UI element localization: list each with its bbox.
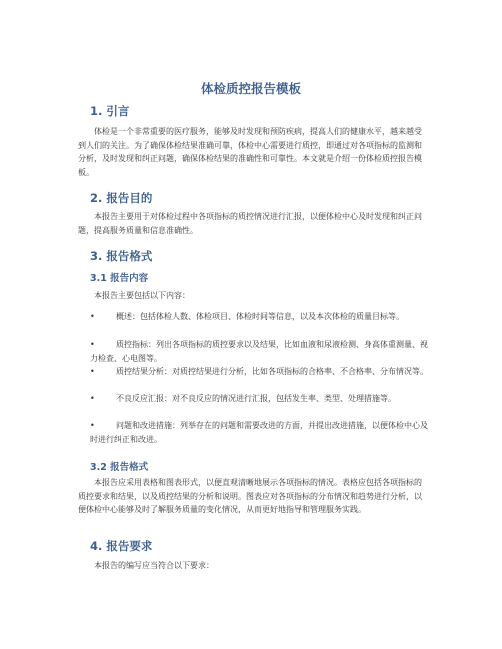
list-item-text: 问题和改进措施：列举存在的问题和需要改进的方面，并提出改进措施，以便体检中心及时进行纠正和改进。 bbox=[90, 421, 428, 444]
section-1-paragraph: 体检是一个非常重要的医疗服务，能够及时发现和预防疾病，提高人们的健康水平，越来越受到人们的关注。为了确保体检结果准确可靠，体检中心需要进行质控，即通过对各项指标的监测和分析，及时发现和纠正问题，确保体检结果的准确性和可靠性。本文就是介绍一份体检质控报告模板。 bbox=[78, 127, 422, 177]
list-item bbox=[90, 310, 428, 324]
list-item-text: 质控结果分析：对质控结果进行分析，比如各项指标的合格率、不合格率、分布情况等。 bbox=[116, 367, 428, 376]
list-item bbox=[90, 392, 428, 406]
bullet-icon: • bbox=[90, 367, 95, 376]
bullet-icon: • bbox=[90, 394, 95, 403]
section-2-paragraph: 本报告主要用于对体检过程中各项指标的质控情况进行汇报，以便体检中心及时发现和纠正问题，提高服务质量和信息准确性。 bbox=[78, 212, 422, 235]
section-4-paragraph: 本报告的编写应当符合以下要求： bbox=[94, 561, 214, 570]
list-item bbox=[90, 365, 428, 379]
list-item-text: 质控指标：列出各项指标的质控要求以及结果，比如血液和尿液检测、身高体重测量、视力检查、心电图等。 bbox=[90, 340, 428, 363]
list-item bbox=[90, 419, 428, 446]
section-3-1-intro: 本报告主要包括以下内容： bbox=[94, 291, 190, 300]
bullet-icon: • bbox=[90, 312, 95, 321]
list-item-text: 概述：包括体检人数、体检项目、体检时间等信息，以及本次体检的质量目标等。 bbox=[116, 312, 404, 321]
section-4-heading: 4. 报告要求 bbox=[90, 539, 153, 553]
bullet-icon: • bbox=[90, 340, 95, 349]
section-2-heading: 2. 报告目的 bbox=[90, 191, 153, 205]
section-3-heading: 3. 报告格式 bbox=[90, 249, 153, 263]
section-3-1-heading: 3.1 报告内容 bbox=[90, 273, 149, 284]
document-title: 体检质控报告模板 bbox=[200, 81, 301, 96]
section-1-heading: 1. 引言 bbox=[90, 104, 130, 118]
bullet-icon: • bbox=[90, 421, 95, 430]
list-item bbox=[90, 338, 428, 365]
section-3-2-paragraph: 本报告应采用表格和图表形式，以便直观清晰地展示各项指标的情况。表格应包括各项指标的质控要求和结果，以及质控结果的分析和说明。图表应对各项指标的分布情况和趋势进行分析，以便体检中心能够及时了解服务质量的变化情况，从而更好地指导和管理服务实践。 bbox=[78, 478, 422, 514]
list-item-text: 不良反应汇报：对不良反应的情况进行汇报，包括发生率、类型、处理措施等。 bbox=[116, 394, 396, 403]
section-3-2-heading: 3.2 报告格式 bbox=[90, 462, 149, 473]
